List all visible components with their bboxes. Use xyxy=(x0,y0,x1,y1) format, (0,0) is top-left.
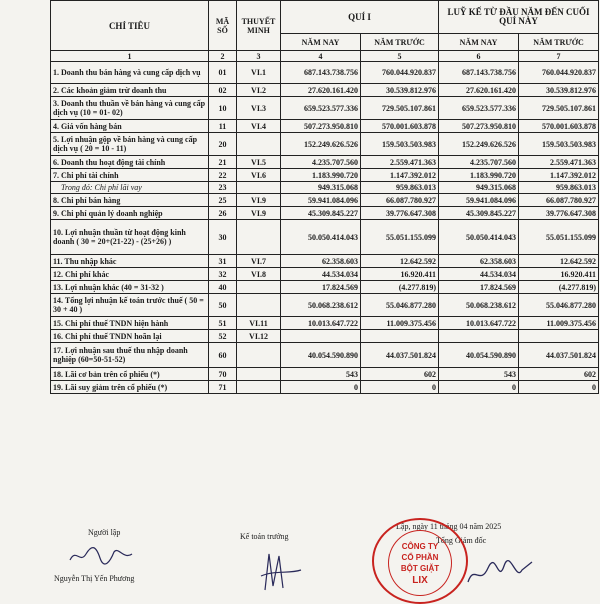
row-code: 40 xyxy=(209,281,237,294)
row-ytd-prev-year: 44.037.501.824 xyxy=(519,343,599,368)
row-ytd-this-year: 40.054.590.890 xyxy=(439,343,519,368)
row-code: 22 xyxy=(209,169,237,182)
row-ytd-this-year: 44.534.034 xyxy=(439,268,519,281)
row-quarter-this-year: 17.824.569 xyxy=(281,281,361,294)
header-thuyet-minh: THUYẾT MINH xyxy=(237,1,281,51)
row-quarter-prev-year: 959.863.013 xyxy=(361,182,439,194)
row-note: VI.12 xyxy=(237,330,281,343)
row-ytd-this-year: 50.050.414.043 xyxy=(439,220,519,255)
row-quarter-prev-year: 12.642.592 xyxy=(361,255,439,268)
row-ytd-this-year: 45.309.845.227 xyxy=(439,207,519,220)
table-row xyxy=(51,294,599,317)
row-item-label: 15. Chi phí thuế TNDN hiện hành xyxy=(51,317,209,330)
row-ytd-this-year: 1.183.990.720 xyxy=(439,169,519,182)
row-ytd-this-year: 27.620.161.420 xyxy=(439,84,519,97)
table-row xyxy=(51,194,599,207)
row-code: 31 xyxy=(209,255,237,268)
row-quarter-prev-year: 570.001.603.878 xyxy=(361,120,439,133)
row-quarter-this-year: 507.273.950.810 xyxy=(281,120,361,133)
row-quarter-this-year: 44.534.034 xyxy=(281,268,361,281)
row-code: 26 xyxy=(209,207,237,220)
header-ytd: LUỸ KẾ TỪ ĐẦU NĂM ĐẾN CUỐI QUÍ NÀY xyxy=(439,1,599,34)
row-note: VI.4 xyxy=(237,120,281,133)
row-note: VI.7 xyxy=(237,255,281,268)
table-row xyxy=(51,268,599,281)
row-item-label: 19. Lãi suy giảm trên cổ phiếu (*) xyxy=(51,381,209,394)
row-quarter-prev-year: 0 xyxy=(361,381,439,394)
row-ytd-this-year: 152.249.626.526 xyxy=(439,133,519,156)
table-row xyxy=(51,381,599,394)
row-quarter-this-year: 949.315.068 xyxy=(281,182,361,194)
row-note: VI.8 xyxy=(237,268,281,281)
row-note xyxy=(237,281,281,294)
row-item-label: 1. Doanh thu bán hàng và cung cấp dịch vụ xyxy=(51,62,209,84)
row-code: 30 xyxy=(209,220,237,255)
row-quarter-this-year: 4.235.707.560 xyxy=(281,156,361,169)
table-row xyxy=(51,330,599,343)
table-row xyxy=(51,207,599,220)
table-row xyxy=(51,182,599,194)
table-row xyxy=(51,343,599,368)
stamp-line: CỔ PHẦN xyxy=(401,553,439,562)
row-code: 20 xyxy=(209,133,237,156)
row-item-label: 17. Lợi nhuận sau thuế thu nhập doanh nghiệp (60=50-51-52) xyxy=(51,343,209,368)
row-code: 70 xyxy=(209,368,237,381)
row-quarter-prev-year: 159.503.503.983 xyxy=(361,133,439,156)
row-note: VI.2 xyxy=(237,84,281,97)
row-item-label: 12. Chi phí khác xyxy=(51,268,209,281)
col-number: 7 xyxy=(519,51,599,62)
row-code: 02 xyxy=(209,84,237,97)
director-signature xyxy=(466,556,536,590)
row-quarter-prev-year: 11.009.375.456 xyxy=(361,317,439,330)
row-code: 51 xyxy=(209,317,237,330)
row-item-label: 5. Lợi nhuận gộp về bán hàng và cung cấp dịch vụ ( 20 = 10 - 11) xyxy=(51,133,209,156)
col-number: 4 xyxy=(281,51,361,62)
row-quarter-prev-year: 729.505.107.861 xyxy=(361,97,439,120)
row-ytd-prev-year: 159.503.503.983 xyxy=(519,133,599,156)
row-code: 52 xyxy=(209,330,237,343)
table-row xyxy=(51,120,599,133)
row-quarter-this-year: 40.054.590.890 xyxy=(281,343,361,368)
row-code: 11 xyxy=(209,120,237,133)
row-note xyxy=(237,381,281,394)
header-ma-so: MÃ SỐ xyxy=(209,1,237,51)
table-row xyxy=(51,156,599,169)
row-item-label: 8. Chi phí bán hàng xyxy=(51,194,209,207)
header-y-prev-year: NĂM TRƯỚC xyxy=(519,34,599,51)
table-row xyxy=(51,368,599,381)
row-item-label: 11. Thu nhập khác xyxy=(51,255,209,268)
row-quarter-this-year: 687.143.738.756 xyxy=(281,62,361,84)
row-item-label: 9. Chi phí quản lý doanh nghiệp xyxy=(51,207,209,220)
row-ytd-prev-year: 55.051.155.099 xyxy=(519,220,599,255)
stamp-line: LIX xyxy=(412,575,428,586)
row-note xyxy=(237,294,281,317)
table-row xyxy=(51,281,599,294)
row-ytd-prev-year: 66.087.780.927 xyxy=(519,194,599,207)
col-number: 2 xyxy=(209,51,237,62)
row-quarter-prev-year: 602 xyxy=(361,368,439,381)
row-ytd-prev-year: 760.044.920.837 xyxy=(519,62,599,84)
row-ytd-prev-year: 39.776.647.308 xyxy=(519,207,599,220)
row-quarter-prev-year: 30.539.812.976 xyxy=(361,84,439,97)
row-ytd-this-year: 507.273.950.810 xyxy=(439,120,519,133)
row-note: VI.9 xyxy=(237,207,281,220)
row-quarter-this-year: 59.941.084.096 xyxy=(281,194,361,207)
col-number: 3 xyxy=(237,51,281,62)
row-item-label: 7. Chi phí tài chính xyxy=(51,169,209,182)
row-code: 21 xyxy=(209,156,237,169)
row-quarter-this-year xyxy=(281,330,361,343)
row-item-label: 2. Các khoản giảm trừ doanh thu xyxy=(51,84,209,97)
header-chi-tieu: CHỈ TIÊU xyxy=(51,1,209,51)
row-quarter-prev-year: 760.044.920.837 xyxy=(361,62,439,84)
header-y-this-year: NĂM NAY xyxy=(439,34,519,51)
preparer-name: Nguyễn Thị Yến Phương xyxy=(54,574,135,583)
row-item-label: 14. Tổng lợi nhuận kế toán trước thuế ( 50 = 30 + 40 ) xyxy=(51,294,209,317)
table-row xyxy=(51,169,599,182)
row-quarter-this-year: 659.523.577.336 xyxy=(281,97,361,120)
row-quarter-this-year: 0 xyxy=(281,381,361,394)
row-note: VI.1 xyxy=(237,62,281,84)
row-quarter-this-year: 62.358.603 xyxy=(281,255,361,268)
row-ytd-this-year: 949.315.068 xyxy=(439,182,519,194)
row-ytd-this-year: 59.941.084.096 xyxy=(439,194,519,207)
row-code: 25 xyxy=(209,194,237,207)
row-ytd-this-year: 17.824.569 xyxy=(439,281,519,294)
col-number: 6 xyxy=(439,51,519,62)
row-code: 32 xyxy=(209,268,237,281)
column-number-row xyxy=(51,51,599,62)
row-note: VI.6 xyxy=(237,169,281,182)
row-quarter-this-year: 50.050.414.043 xyxy=(281,220,361,255)
row-ytd-prev-year: 570.001.603.878 xyxy=(519,120,599,133)
row-quarter-this-year: 50.068.238.612 xyxy=(281,294,361,317)
preparer-signature xyxy=(66,542,136,568)
row-item-label: 18. Lãi cơ bản trên cổ phiếu (*) xyxy=(51,368,209,381)
row-ytd-prev-year: 602 xyxy=(519,368,599,381)
row-code: 71 xyxy=(209,381,237,394)
row-quarter-this-year: 543 xyxy=(281,368,361,381)
col-number: 1 xyxy=(51,51,209,62)
company-stamp xyxy=(372,518,468,604)
row-ytd-prev-year: 30.539.812.976 xyxy=(519,84,599,97)
table-row xyxy=(51,255,599,268)
table-row xyxy=(51,84,599,97)
row-item-label: 3. Doanh thu thuần về bán hàng và cung cấp dịch vụ (10 = 01- 02) xyxy=(51,97,209,120)
row-ytd-this-year: 543 xyxy=(439,368,519,381)
col-number: 5 xyxy=(361,51,439,62)
row-ytd-prev-year: 959.863.013 xyxy=(519,182,599,194)
row-item-label: 10. Lợi nhuận thuần từ hoạt động kinh doanh ( 30 = 20+(21-22) - (25+26) ) xyxy=(51,220,209,255)
row-ytd-prev-year: 12.642.592 xyxy=(519,255,599,268)
row-code: 01 xyxy=(209,62,237,84)
row-quarter-prev-year: 44.037.501.824 xyxy=(361,343,439,368)
row-item-label: Trong đó: Chi phí lãi vay xyxy=(51,182,209,194)
row-quarter-prev-year xyxy=(361,330,439,343)
row-ytd-prev-year: 55.046.877.280 xyxy=(519,294,599,317)
row-quarter-prev-year: 55.046.877.280 xyxy=(361,294,439,317)
row-quarter-this-year: 27.620.161.420 xyxy=(281,84,361,97)
row-note xyxy=(237,182,281,194)
header-quarter: QUÍ I xyxy=(281,1,439,34)
row-item-label: 6. Doanh thu hoạt động tài chính xyxy=(51,156,209,169)
table-row xyxy=(51,97,599,120)
row-ytd-this-year: 10.013.647.722 xyxy=(439,317,519,330)
row-ytd-this-year: 659.523.577.336 xyxy=(439,97,519,120)
stamp-line: CÔNG TY xyxy=(401,542,439,551)
row-quarter-this-year: 152.249.626.526 xyxy=(281,133,361,156)
row-note: VI.11 xyxy=(237,317,281,330)
row-code: 10 xyxy=(209,97,237,120)
row-ytd-prev-year: 11.009.375.456 xyxy=(519,317,599,330)
row-note xyxy=(237,220,281,255)
row-ytd-prev-year: (4.277.819) xyxy=(519,281,599,294)
row-note: VI.3 xyxy=(237,97,281,120)
row-quarter-this-year: 1.183.990.720 xyxy=(281,169,361,182)
income-statement-table xyxy=(50,0,599,394)
row-quarter-prev-year: 66.087.780.927 xyxy=(361,194,439,207)
row-quarter-prev-year: 1.147.392.012 xyxy=(361,169,439,182)
row-ytd-prev-year: 1.147.392.012 xyxy=(519,169,599,182)
row-code: 23 xyxy=(209,182,237,194)
row-ytd-prev-year: 2.559.471.363 xyxy=(519,156,599,169)
preparer-title: Người lập xyxy=(88,528,121,537)
row-quarter-this-year: 45.309.845.227 xyxy=(281,207,361,220)
accountant-title: Kế toán trưởng xyxy=(240,532,289,541)
header-q-prev-year: NĂM TRƯỚC xyxy=(361,34,439,51)
row-note xyxy=(237,343,281,368)
row-quarter-prev-year: 55.051.155.099 xyxy=(361,220,439,255)
row-quarter-this-year: 10.013.647.722 xyxy=(281,317,361,330)
table-row xyxy=(51,133,599,156)
row-item-label: 16. Chi phí thuế TNDN hoãn lại xyxy=(51,330,209,343)
row-quarter-prev-year: (4.277.819) xyxy=(361,281,439,294)
row-ytd-prev-year xyxy=(519,330,599,343)
row-item-label: 4. Giá vốn hàng bán xyxy=(51,120,209,133)
row-item-label: 13. Lợi nhuận khác (40 = 31-32 ) xyxy=(51,281,209,294)
row-quarter-prev-year: 39.776.647.308 xyxy=(361,207,439,220)
director-title: Tổng Giám đốc xyxy=(436,536,487,545)
table-row xyxy=(51,317,599,330)
stamp-line: BỘT GIẶT xyxy=(400,564,440,573)
row-note xyxy=(237,133,281,156)
row-ytd-prev-year: 16.920.411 xyxy=(519,268,599,281)
row-ytd-prev-year: 729.505.107.861 xyxy=(519,97,599,120)
row-ytd-this-year: 50.068.238.612 xyxy=(439,294,519,317)
row-ytd-this-year: 0 xyxy=(439,381,519,394)
row-code: 50 xyxy=(209,294,237,317)
row-note: VI.5 xyxy=(237,156,281,169)
row-code: 60 xyxy=(209,343,237,368)
date-line: Lập, ngày 11 tháng 04 năm 2025 xyxy=(396,522,502,531)
table-row xyxy=(51,62,599,84)
table-row xyxy=(51,220,599,255)
row-note: VI.9 xyxy=(237,194,281,207)
row-quarter-prev-year: 2.559.471.363 xyxy=(361,156,439,169)
accountant-signature xyxy=(255,546,305,596)
row-ytd-this-year: 4.235.707.560 xyxy=(439,156,519,169)
row-ytd-this-year xyxy=(439,330,519,343)
row-note xyxy=(237,368,281,381)
row-quarter-prev-year: 16.920.411 xyxy=(361,268,439,281)
row-ytd-this-year: 62.358.603 xyxy=(439,255,519,268)
row-ytd-prev-year: 0 xyxy=(519,381,599,394)
header-q-this-year: NĂM NAY xyxy=(281,34,361,51)
row-ytd-this-year: 687.143.738.756 xyxy=(439,62,519,84)
